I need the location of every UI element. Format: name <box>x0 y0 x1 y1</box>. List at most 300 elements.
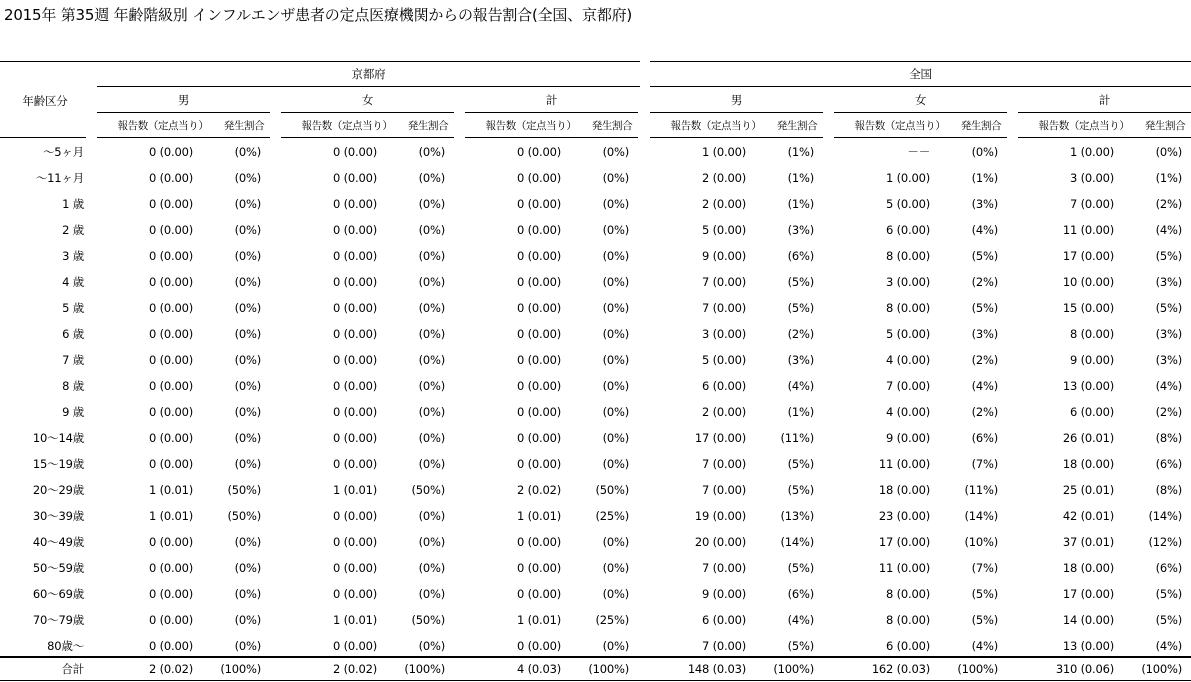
region-underline <box>650 86 1191 87</box>
age-label: 30～39歳 <box>32 509 84 523</box>
gender-underline <box>1018 112 1191 113</box>
rate-cell: (2%) <box>971 405 998 419</box>
report-count-cell: 1 (0.00) <box>702 145 746 159</box>
report-count-cell: 5 (0.00) <box>886 197 930 211</box>
rate-cell: (1%) <box>787 145 814 159</box>
rate-cell: (8%) <box>1155 431 1182 445</box>
report-count-cell: 7 (0.00) <box>702 483 746 497</box>
report-count-cell: 1 (0.00) <box>1070 145 1114 159</box>
report-count-cell: 0 (0.00) <box>517 379 561 393</box>
rate-cell: (6%) <box>787 249 814 263</box>
rate-cell: (100%) <box>1141 662 1182 676</box>
rate-cell: (12%) <box>1148 535 1182 549</box>
rate-cell: (0%) <box>602 353 629 367</box>
rate-cell: (0%) <box>418 275 445 289</box>
rate-cell: (0%) <box>418 223 445 237</box>
rate-cell: (3%) <box>1155 275 1182 289</box>
report-count-cell: 15 (0.00) <box>1062 301 1114 315</box>
table-top-rule <box>650 61 1191 62</box>
report-count-cell: 17 (0.00) <box>694 431 746 445</box>
rate-cell: (0%) <box>602 639 629 653</box>
region-underline <box>97 86 640 87</box>
report-count-cell: 10 (0.00) <box>1062 275 1114 289</box>
table-top-rule <box>0 61 640 62</box>
report-count-cell: 0 (0.00) <box>517 457 561 471</box>
rate-cell: (0%) <box>602 301 629 315</box>
rate-cell: (2%) <box>1155 197 1182 211</box>
rate-cell: (3%) <box>971 197 998 211</box>
rate-cell: (6%) <box>1155 561 1182 575</box>
rate-cell: (100%) <box>588 662 629 676</box>
gender-header: 男 <box>177 93 190 107</box>
report-count-cell: 0 (0.00) <box>333 223 377 237</box>
report-count-cell: 0 (0.00) <box>149 275 193 289</box>
rate-cell: (0%) <box>418 639 445 653</box>
rate-cell: (1%) <box>787 171 814 185</box>
report-count-cell: 0 (0.00) <box>333 327 377 341</box>
report-count-cell: 0 (0.00) <box>517 587 561 601</box>
report-count-cell: 7 (0.00) <box>702 457 746 471</box>
age-label: 40～49歳 <box>32 535 84 549</box>
report-count-column-header: 報告数（定点当り） <box>301 120 393 132</box>
report-count-cell: 8 (0.00) <box>886 587 930 601</box>
report-count-cell: 4 (0.00) <box>886 353 930 367</box>
report-count-cell: 0 (0.00) <box>149 535 193 549</box>
rate-cell: (4%) <box>1155 379 1182 393</box>
rate-cell: (0%) <box>418 535 445 549</box>
rate-cell: (0%) <box>234 301 261 315</box>
rate-cell: (0%) <box>602 327 629 341</box>
rate-cell: (11%) <box>964 483 998 497</box>
report-count-column-header: 報告数（定点当り） <box>117 120 209 132</box>
report-count-cell: 0 (0.00) <box>517 639 561 653</box>
report-count-cell: 0 (0.00) <box>149 561 193 575</box>
rate-cell: (50%) <box>411 613 445 627</box>
report-count-cell: 0 (0.00) <box>517 535 561 549</box>
report-count-cell: 0 (0.00) <box>333 145 377 159</box>
report-count-column-header: 報告数（定点当り） <box>670 120 762 132</box>
rate-cell: (0%) <box>602 275 629 289</box>
rate-column-header: 発生割合 <box>591 120 633 132</box>
report-count-cell: 4 (0.03) <box>517 662 561 676</box>
column-header-underline <box>0 137 86 138</box>
rate-cell: (5%) <box>787 561 814 575</box>
rate-cell: (5%) <box>1155 301 1182 315</box>
rate-cell: (6%) <box>1155 457 1182 471</box>
rate-cell: (0%) <box>234 327 261 341</box>
report-count-cell: 8 (0.00) <box>886 613 930 627</box>
report-count-cell: 0 (0.00) <box>149 457 193 471</box>
report-count-cell: 37 (0.01) <box>1062 535 1114 549</box>
report-count-cell: 5 (0.00) <box>702 353 746 367</box>
report-count-cell: 0 (0.00) <box>149 405 193 419</box>
rate-cell: (0%) <box>234 223 261 237</box>
rate-cell: (0%) <box>418 431 445 445</box>
rate-cell: (7%) <box>971 561 998 575</box>
gender-header: 女 <box>914 93 927 107</box>
report-count-cell: 4 (0.00) <box>886 405 930 419</box>
report-count-cell: －－ <box>907 145 930 159</box>
rate-cell: (14%) <box>780 535 814 549</box>
report-count-cell: 18 (0.00) <box>878 483 930 497</box>
column-header-underline <box>465 137 638 138</box>
rate-cell: (0%) <box>418 457 445 471</box>
report-count-cell: 1 (0.01) <box>333 613 377 627</box>
rate-cell: (0%) <box>418 561 445 575</box>
age-label: 60～69歳 <box>32 587 84 601</box>
gender-header: 計 <box>1098 93 1111 107</box>
report-count-cell: 0 (0.00) <box>517 301 561 315</box>
rate-cell: (0%) <box>234 171 261 185</box>
rate-cell: (5%) <box>1155 249 1182 263</box>
report-count-cell: 0 (0.00) <box>149 431 193 445</box>
rate-column-header: 発生割合 <box>407 120 449 132</box>
rate-column-header: 発生割合 <box>960 120 1002 132</box>
rate-cell: (5%) <box>971 249 998 263</box>
report-count-cell: 0 (0.00) <box>333 587 377 601</box>
rate-cell: (25%) <box>595 509 629 523</box>
rate-cell: (0%) <box>234 275 261 289</box>
rate-cell: (4%) <box>971 223 998 237</box>
rate-cell: (1%) <box>1155 171 1182 185</box>
report-count-cell: 7 (0.00) <box>886 379 930 393</box>
rate-cell: (100%) <box>220 662 261 676</box>
report-count-cell: 0 (0.00) <box>149 171 193 185</box>
report-count-cell: 18 (0.00) <box>1062 457 1114 471</box>
report-count-cell: 148 (0.03) <box>687 662 746 676</box>
rate-cell: (4%) <box>1155 639 1182 653</box>
age-column-header: 年齢区分 <box>22 94 68 108</box>
rate-cell: (0%) <box>418 171 445 185</box>
report-count-cell: 0 (0.00) <box>149 301 193 315</box>
report-count-cell: 2 (0.02) <box>333 662 377 676</box>
rate-cell: (5%) <box>971 613 998 627</box>
rate-cell: (0%) <box>234 613 261 627</box>
rate-cell: (1%) <box>787 197 814 211</box>
report-count-cell: 0 (0.00) <box>517 249 561 263</box>
gender-header: 計 <box>545 93 558 107</box>
age-label: 9 歳 <box>62 405 84 419</box>
rate-cell: (0%) <box>602 535 629 549</box>
report-count-cell: 17 (0.00) <box>878 535 930 549</box>
rate-column-header: 発生割合 <box>223 120 265 132</box>
report-count-cell: 7 (0.00) <box>702 275 746 289</box>
report-count-cell: 7 (0.00) <box>702 301 746 315</box>
report-count-cell: 0 (0.00) <box>149 587 193 601</box>
rate-cell: (5%) <box>787 275 814 289</box>
report-count-cell: 20 (0.00) <box>694 535 746 549</box>
report-count-cell: 0 (0.00) <box>149 613 193 627</box>
rate-cell: (0%) <box>602 587 629 601</box>
report-count-cell: 5 (0.00) <box>702 223 746 237</box>
rate-cell: (50%) <box>411 483 445 497</box>
report-count-cell: 0 (0.00) <box>333 379 377 393</box>
rate-cell: (50%) <box>595 483 629 497</box>
rate-cell: (2%) <box>971 353 998 367</box>
rate-cell: (8%) <box>1155 483 1182 497</box>
report-count-column-header: 報告数（定点当り） <box>1038 120 1130 132</box>
rate-cell: (0%) <box>234 249 261 263</box>
rate-column-header: 発生割合 <box>1144 120 1186 132</box>
report-count-cell: 5 (0.00) <box>886 327 930 341</box>
region-header-national: 全国 <box>909 67 932 81</box>
column-header-underline <box>1018 137 1191 138</box>
report-count-cell: 8 (0.00) <box>1070 327 1114 341</box>
rate-cell: (100%) <box>957 662 998 676</box>
rate-cell: (0%) <box>234 561 261 575</box>
report-count-cell: 0 (0.00) <box>149 197 193 211</box>
rate-cell: (0%) <box>418 327 445 341</box>
report-count-cell: 0 (0.00) <box>333 405 377 419</box>
age-label: 8 歳 <box>62 379 84 393</box>
report-count-cell: 0 (0.00) <box>149 379 193 393</box>
report-count-cell: 0 (0.00) <box>333 353 377 367</box>
rate-cell: (2%) <box>971 275 998 289</box>
rate-cell: (0%) <box>418 145 445 159</box>
rate-cell: (0%) <box>418 249 445 263</box>
report-count-cell: 26 (0.01) <box>1062 431 1114 445</box>
age-label: 50～59歳 <box>32 561 84 575</box>
age-label: 7 歳 <box>62 353 84 367</box>
column-header-underline <box>834 137 1007 138</box>
age-label: 5 歳 <box>62 301 84 315</box>
rate-cell: (3%) <box>1155 327 1182 341</box>
report-count-cell: 0 (0.00) <box>517 561 561 575</box>
rate-cell: (0%) <box>602 561 629 575</box>
rate-cell: (25%) <box>595 613 629 627</box>
rate-cell: (11%) <box>780 431 814 445</box>
report-count-cell: 8 (0.00) <box>886 249 930 263</box>
rate-cell: (4%) <box>787 613 814 627</box>
report-count-cell: 162 (0.03) <box>871 662 930 676</box>
report-count-cell: 9 (0.00) <box>702 249 746 263</box>
rate-column-header: 発生割合 <box>776 120 818 132</box>
rate-cell: (3%) <box>787 223 814 237</box>
report-count-cell: 0 (0.00) <box>517 145 561 159</box>
report-count-cell: 42 (0.01) <box>1062 509 1114 523</box>
report-count-cell: 0 (0.00) <box>333 535 377 549</box>
age-label: 15～19歳 <box>32 457 84 471</box>
rate-cell: (50%) <box>227 483 261 497</box>
report-count-cell: 17 (0.00) <box>1062 249 1114 263</box>
rate-cell: (4%) <box>971 379 998 393</box>
report-count-cell: 0 (0.00) <box>333 301 377 315</box>
report-count-cell: 0 (0.00) <box>333 249 377 263</box>
report-count-cell: 0 (0.00) <box>517 197 561 211</box>
gender-underline <box>650 112 823 113</box>
rate-cell: (0%) <box>418 197 445 211</box>
rate-cell: (50%) <box>227 509 261 523</box>
report-count-cell: 0 (0.00) <box>517 171 561 185</box>
total-label: 合計 <box>61 662 84 676</box>
column-header-underline <box>97 137 270 138</box>
report-count-cell: 18 (0.00) <box>1062 561 1114 575</box>
report-count-cell: 9 (0.00) <box>886 431 930 445</box>
rate-cell: (0%) <box>971 145 998 159</box>
rate-cell: (7%) <box>971 457 998 471</box>
report-count-cell: 2 (0.00) <box>702 405 746 419</box>
report-count-cell: 1 (0.01) <box>149 509 193 523</box>
rate-cell: (0%) <box>602 197 629 211</box>
report-count-cell: 14 (0.00) <box>1062 613 1114 627</box>
rate-cell: (0%) <box>234 431 261 445</box>
rate-cell: (14%) <box>1148 509 1182 523</box>
rate-cell: (2%) <box>787 327 814 341</box>
age-label: 3 歳 <box>62 249 84 263</box>
report-count-cell: 17 (0.00) <box>1062 587 1114 601</box>
age-label: 20～29歳 <box>32 483 84 497</box>
report-count-cell: 9 (0.00) <box>702 587 746 601</box>
age-label: 1 歳 <box>62 197 84 211</box>
rate-cell: (3%) <box>971 327 998 341</box>
gender-underline <box>281 112 454 113</box>
report-count-cell: 0 (0.00) <box>149 639 193 653</box>
rate-cell: (5%) <box>787 301 814 315</box>
rate-cell: (0%) <box>234 405 261 419</box>
report-count-cell: 6 (0.00) <box>886 223 930 237</box>
report-count-cell: 0 (0.00) <box>333 561 377 575</box>
gender-header: 女 <box>361 93 374 107</box>
report-count-cell: 19 (0.00) <box>694 509 746 523</box>
rate-cell: (0%) <box>1155 145 1182 159</box>
report-count-cell: 0 (0.00) <box>517 223 561 237</box>
report-count-cell: 3 (0.00) <box>1070 171 1114 185</box>
rate-cell: (5%) <box>1155 613 1182 627</box>
report-count-cell: 11 (0.00) <box>878 561 930 575</box>
report-count-cell: 7 (0.00) <box>702 561 746 575</box>
gender-header: 男 <box>730 93 743 107</box>
rate-cell: (0%) <box>234 639 261 653</box>
report-count-cell: 13 (0.00) <box>1062 639 1114 653</box>
rate-cell: (3%) <box>1155 353 1182 367</box>
report-count-cell: 3 (0.00) <box>702 327 746 341</box>
rate-cell: (5%) <box>787 483 814 497</box>
rate-cell: (0%) <box>234 457 261 471</box>
report-count-cell: 0 (0.00) <box>517 431 561 445</box>
gender-underline <box>834 112 1007 113</box>
rate-cell: (0%) <box>602 171 629 185</box>
report-count-cell: 25 (0.01) <box>1062 483 1114 497</box>
rate-cell: (100%) <box>404 662 445 676</box>
rate-cell: (1%) <box>971 171 998 185</box>
rate-cell: (5%) <box>971 587 998 601</box>
age-label: 4 歳 <box>62 275 84 289</box>
age-label: ～11ヶ月 <box>35 171 84 185</box>
rate-cell: (0%) <box>418 379 445 393</box>
rate-cell: (13%) <box>780 509 814 523</box>
rate-cell: (6%) <box>971 431 998 445</box>
report-count-cell: 13 (0.00) <box>1062 379 1114 393</box>
report-count-cell: 0 (0.00) <box>333 639 377 653</box>
region-header-kyoto: 京都府 <box>351 67 386 81</box>
report-count-cell: 2 (0.02) <box>149 662 193 676</box>
rate-cell: (4%) <box>971 639 998 653</box>
age-label: ～5ヶ月 <box>42 145 84 159</box>
report-count-cell: 3 (0.00) <box>886 275 930 289</box>
rate-cell: (0%) <box>234 353 261 367</box>
column-header-underline <box>281 137 454 138</box>
report-count-column-header: 報告数（定点当り） <box>485 120 577 132</box>
report-count-cell: 0 (0.00) <box>333 509 377 523</box>
rate-cell: (0%) <box>602 145 629 159</box>
rate-cell: (0%) <box>234 587 261 601</box>
rate-cell: (1%) <box>787 405 814 419</box>
report-count-cell: 1 (0.01) <box>333 483 377 497</box>
rate-cell: (0%) <box>602 379 629 393</box>
rate-cell: (2%) <box>1155 405 1182 419</box>
age-label: 2 歳 <box>62 223 84 237</box>
rate-cell: (6%) <box>787 587 814 601</box>
rate-cell: (4%) <box>787 379 814 393</box>
report-count-cell: 23 (0.00) <box>878 509 930 523</box>
rate-cell: (0%) <box>234 145 261 159</box>
rate-cell: (5%) <box>787 457 814 471</box>
rate-cell: (0%) <box>602 249 629 263</box>
report-count-cell: 2 (0.00) <box>702 197 746 211</box>
report-count-cell: 0 (0.00) <box>333 457 377 471</box>
rate-cell: (0%) <box>602 405 629 419</box>
rate-cell: (14%) <box>964 509 998 523</box>
report-count-cell: 6 (0.00) <box>702 379 746 393</box>
report-count-cell: 0 (0.00) <box>149 223 193 237</box>
rate-cell: (0%) <box>418 405 445 419</box>
report-count-cell: 0 (0.00) <box>149 249 193 263</box>
rate-cell: (0%) <box>602 457 629 471</box>
rate-cell: (5%) <box>971 301 998 315</box>
rate-cell: (0%) <box>602 431 629 445</box>
report-count-cell: 8 (0.00) <box>886 301 930 315</box>
report-count-cell: 1 (0.01) <box>517 613 561 627</box>
age-label: 80歳～ <box>47 639 84 653</box>
rate-cell: (0%) <box>418 509 445 523</box>
rate-cell: (100%) <box>773 662 814 676</box>
report-count-cell: 9 (0.00) <box>1070 353 1114 367</box>
report-count-cell: 0 (0.00) <box>333 431 377 445</box>
rate-cell: (10%) <box>964 535 998 549</box>
rate-cell: (0%) <box>418 353 445 367</box>
report-count-cell: 0 (0.00) <box>333 197 377 211</box>
rate-cell: (0%) <box>234 197 261 211</box>
report-count-cell: 0 (0.00) <box>149 145 193 159</box>
report-count-cell: 0 (0.00) <box>517 405 561 419</box>
report-count-cell: 7 (0.00) <box>702 639 746 653</box>
rate-cell: (4%) <box>1155 223 1182 237</box>
rate-cell: (0%) <box>418 587 445 601</box>
age-label: 70～79歳 <box>32 613 84 627</box>
rate-cell: (5%) <box>1155 587 1182 601</box>
rate-cell: (0%) <box>602 223 629 237</box>
report-count-column-header: 報告数（定点当り） <box>854 120 946 132</box>
report-count-cell: 0 (0.00) <box>333 171 377 185</box>
report-count-cell: 6 (0.00) <box>886 639 930 653</box>
report-count-cell: 11 (0.00) <box>878 457 930 471</box>
column-header-underline <box>650 137 823 138</box>
report-title: 2015年 第35週 年齢階級別 インフルエンザ患者の定点医療機関からの報告割合(全国、京都府) <box>4 6 633 24</box>
report-count-cell: 7 (0.00) <box>1070 197 1114 211</box>
rate-cell: (0%) <box>234 535 261 549</box>
report-count-cell: 1 (0.00) <box>886 171 930 185</box>
rate-cell: (0%) <box>234 379 261 393</box>
report-count-cell: 0 (0.00) <box>149 353 193 367</box>
report-count-cell: 310 (0.06) <box>1055 662 1114 676</box>
report-count-cell: 0 (0.00) <box>333 275 377 289</box>
report-count-cell: 6 (0.00) <box>702 613 746 627</box>
report-count-cell: 0 (0.00) <box>517 353 561 367</box>
report-count-cell: 6 (0.00) <box>1070 405 1114 419</box>
table-bottom-rule <box>0 680 1191 681</box>
report-count-cell: 11 (0.00) <box>1062 223 1114 237</box>
age-label: 10～14歳 <box>32 431 84 445</box>
